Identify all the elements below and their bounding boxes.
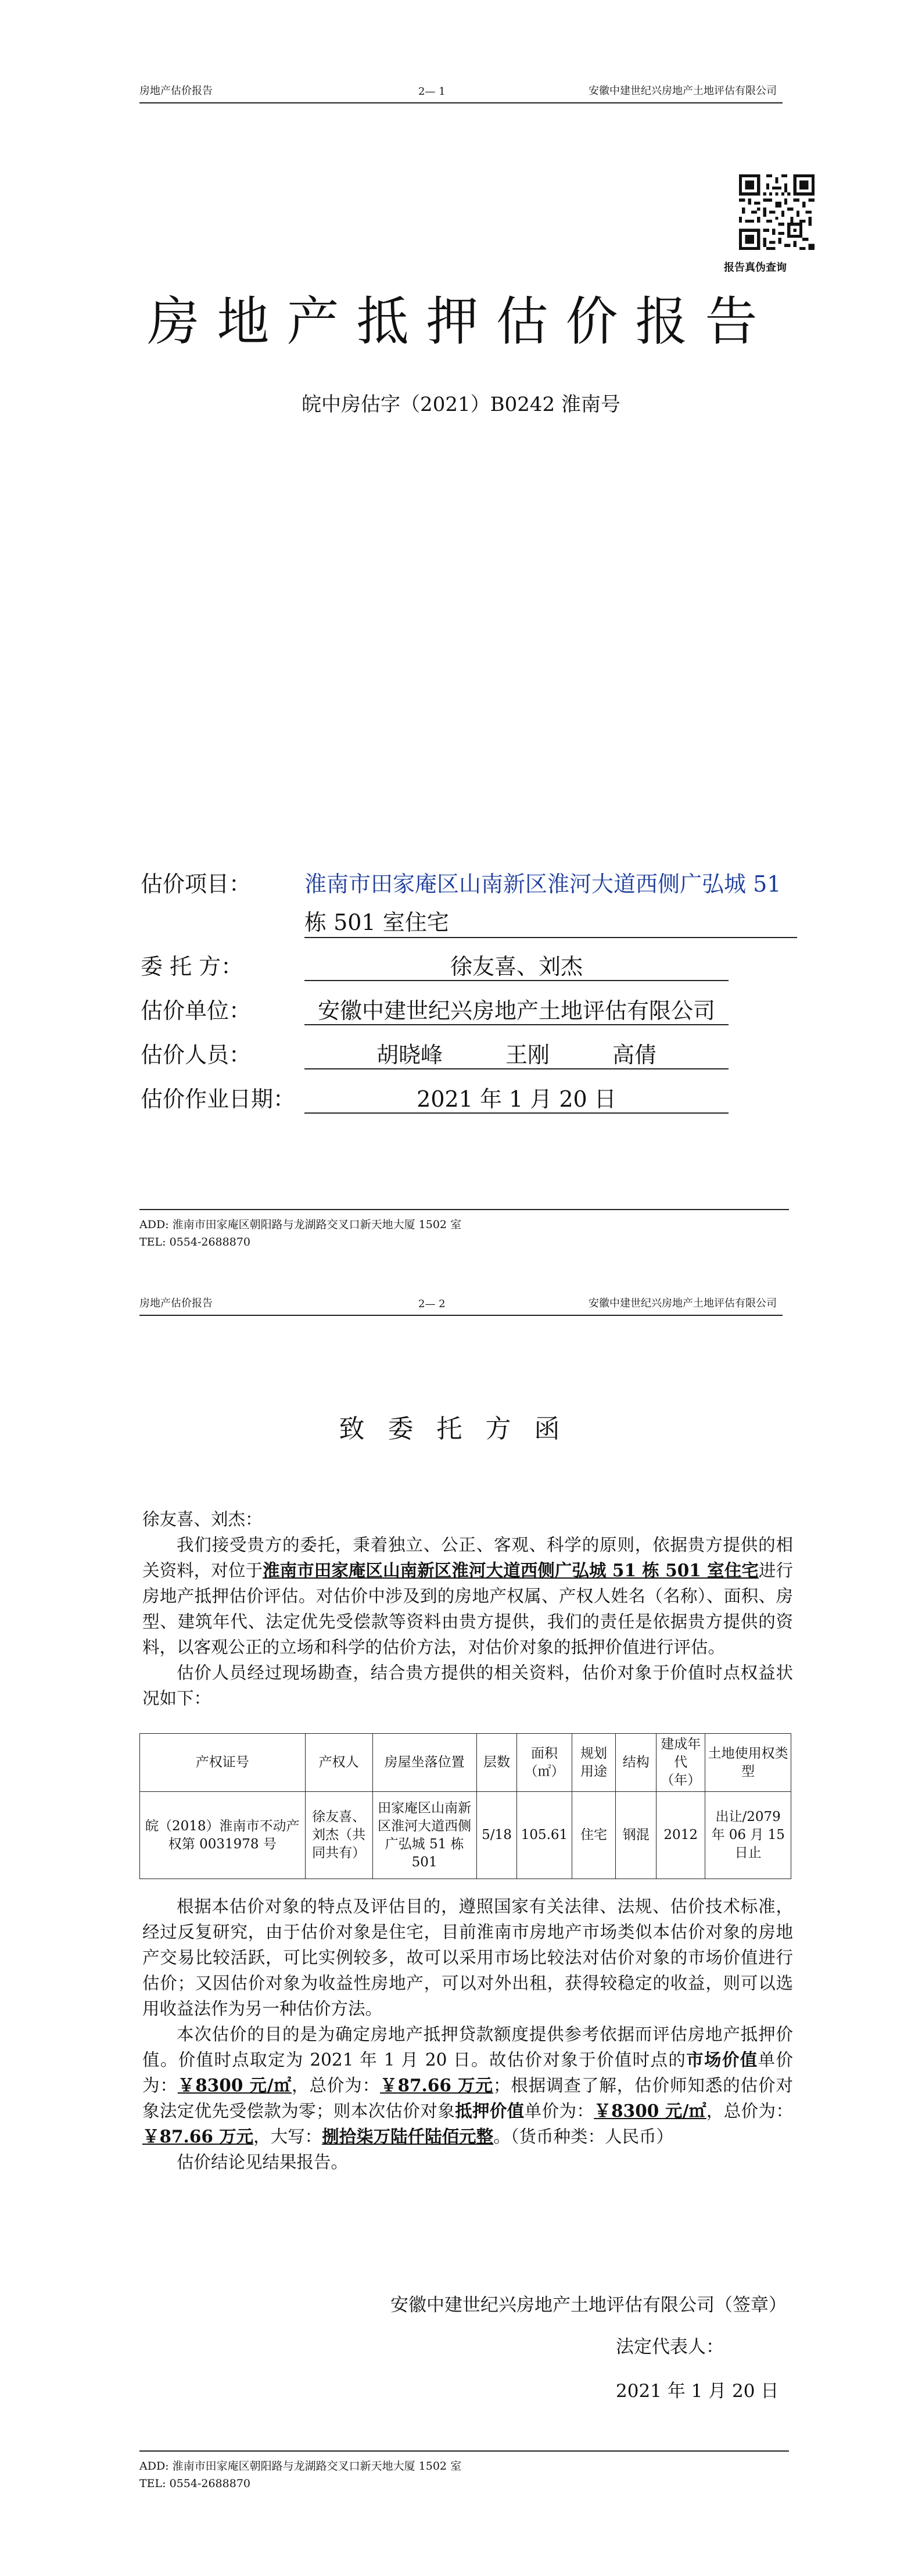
info-row-agency (141, 993, 797, 1028)
conclusion-text: ；根据调查了解，估价师知悉的估价对象法定优先受偿款为零；则本次估价对象 (142, 2076, 793, 2121)
conclusion-text: 单价为： (524, 2101, 594, 2121)
page-header (139, 79, 783, 103)
letter-title: 致委托方函 (339, 1414, 583, 1444)
info-row-date (141, 1081, 797, 1116)
scope-text-a: 我们接受贵方的委托，秉着独立、公正、客观、科学的原则，依据贵方提供的相关资料，对位于 (142, 1535, 793, 1580)
total-in-words: 捌拾柒万陆仟陆佰元整 (322, 2126, 494, 2146)
property-address: 淮南市田家庵区山南新区淮河大道西侧广弘城 51 栋 501 室住宅 (263, 1560, 759, 1580)
footer-telephone: TEL: 0554-2688870 (139, 2477, 250, 2490)
info-row-project (141, 866, 797, 901)
table-header-cell: 层数 (476, 1734, 517, 1792)
paragraph-see-report: 估价结论见结果报告。 (177, 2152, 349, 2172)
table-header-cell: 产权证号 (140, 1734, 306, 1792)
info-row-project-cont (141, 904, 797, 939)
header-company: 安徽中建世纪兴房地产土地评估有限公司 (589, 85, 777, 97)
paragraph-scope (142, 1532, 793, 1660)
table-cell-area: 105.61 (517, 1792, 572, 1879)
paragraph-conclusion (142, 2022, 793, 2149)
client-label: 委 托 方： (141, 954, 243, 979)
header-report-type: 房地产估价报告 (139, 1297, 213, 1310)
info-row-client (141, 949, 797, 983)
table-cell-year: 2012 (656, 1792, 705, 1879)
conclusion-text: ，大写： (253, 2127, 322, 2146)
table-cell-location: 田家庵区山南新区淮河大道西侧广弘城 51 栋 501 (372, 1792, 476, 1879)
conclusion-text: ，总价为： (292, 2076, 381, 2095)
table-cell-use: 住宅 (572, 1792, 616, 1879)
footer-telephone: TEL: 0554-2688870 (139, 1236, 250, 1248)
project-value-line1: 淮南市田家庵区山南新区淮河大道西侧广弘城 51 (304, 871, 781, 897)
market-total-price: ￥87.66 万元 (380, 2075, 493, 2095)
table-header-cell: 建成年代（年） (656, 1734, 705, 1792)
mortgage-unit-price: ￥8300 元/㎡ (594, 2101, 706, 2121)
footer-rule (139, 2450, 789, 2452)
agency-label: 估价单位： (141, 998, 252, 1024)
table-header-row (140, 1734, 791, 1792)
mortgage-total-price: ￥87.66 万元 (142, 2126, 254, 2146)
paragraph-survey: 估价人员经过现场勘查，结合贵方提供的相关资料，估价对象于价值时点权益状况如下： (142, 1663, 793, 1708)
document-number: 皖中房估字（2021）B0242 淮南号 (302, 393, 620, 416)
table-row (140, 1792, 791, 1879)
date-label: 估价作业日期： (141, 1086, 296, 1112)
appraisers-label: 估价人员： (141, 1042, 252, 1068)
project-underline (304, 937, 797, 938)
appraisers-underline (304, 1068, 729, 1069)
table-cell-land-right: 出让/2079 年 06 月 15 日止 (705, 1792, 791, 1879)
paragraph-method: 根据本估价对象的特点及评估目的，遵照国家有关法律、法规、估价技术标准，经过反复研究，由于估价对象是住宅，目前淮南市房地产市场类似本估价对象的房地产交易比较活跃，可比实例较多，故可以采用市场比较法对估价对象的市场价值进行估价；又因估价对象为收益性房地产，可以对外出租，获得较稳定的收益，则可以选用收益法作为另一种估价方法。 (142, 1897, 793, 2019)
footer-rule (139, 1209, 789, 1210)
signature-company: 安徽中建世纪兴房地产土地评估有限公司（签章） (390, 2295, 787, 2316)
verification-qr-code-icon[interactable] (739, 174, 815, 250)
info-row-appraisers (141, 1037, 797, 1072)
market-unit-price: ￥8300 元/㎡ (177, 2075, 292, 2095)
table-cell-structure: 钢混 (616, 1792, 656, 1879)
date-underline (304, 1112, 729, 1114)
project-value-line2: 栋 501 室住宅 (304, 910, 449, 935)
table-header-cell: 结构 (616, 1734, 656, 1792)
page-header (139, 1291, 783, 1316)
conclusion-text: 本次估价的目的是为确定房地产抵押贷款额度提供参考依据而评估房地产抵押价值。价值时点取定为 2021 年 1 月 20 日。故估价对象于价值时点的 (142, 2024, 793, 2070)
header-company: 安徽中建世纪兴房地产土地评估有限公司 (589, 1297, 777, 1310)
table-header-cell: 产权人 (305, 1734, 372, 1792)
agency-underline (304, 1024, 729, 1025)
date-value: 2021 年 1 月 20 日 (417, 1086, 616, 1112)
currency-note: 。（货币种类：人民币） (493, 2127, 673, 2146)
qr-caption: 报告真伪查询 (724, 262, 787, 274)
table-header-cell: 规划用途 (572, 1734, 616, 1792)
market-value-label: 市场价值 (686, 2049, 758, 2070)
header-page-number: 2— 1 (418, 85, 446, 98)
header-report-type: 房地产估价报告 (139, 85, 213, 97)
table-header-cell: 面积（㎡） (517, 1734, 572, 1792)
footer-address: ADD: 淮南市田家庵区朝阳路与龙湖路交叉口新天地大厦 1502 室 (139, 1218, 462, 1231)
table-cell-floor: 5/18 (476, 1792, 517, 1879)
scope-text-b: 进行房地产抵押估价评估。对估价中涉及到的房地产权属、产权人姓名（名称）、面积、房型、建筑年代、法定优先受偿款等资料由贵方提供，我们的责任是依据贵方提供的资料，以客观公正的立场和科学的估价方法，对估价对象的抵押价值进行评估。 (142, 1561, 793, 1657)
appraisers-value (304, 1037, 729, 1069)
appraiser-name: 王刚 (505, 1042, 550, 1068)
header-page-number: 2— 2 (418, 1298, 446, 1310)
table-cell-certificate: 皖（2018）淮南市不动产权第 0031978 号 (140, 1792, 306, 1879)
report-title: 房地产抵押估价报告 (147, 291, 775, 352)
project-label: 估价项目： (141, 871, 252, 897)
client-value: 徐友喜、刘杰 (450, 954, 583, 979)
client-underline (304, 980, 729, 981)
table-cell-owner: 徐友喜、刘杰（共同共有） (305, 1792, 372, 1879)
agency-value: 安徽中建世纪兴房地产土地评估有限公司 (317, 998, 715, 1024)
letter-body-top (142, 1507, 793, 1711)
page-footer (139, 2450, 796, 2492)
letter-to-client-page (0, 1291, 922, 2576)
appraiser-name: 胡晓峰 (376, 1042, 443, 1068)
conclusion-text: 单价为： (142, 2050, 793, 2095)
page-footer (139, 1209, 796, 1251)
letter-body-bottom (142, 1894, 793, 2175)
table-header-cell: 土地使用权类型 (705, 1734, 791, 1792)
legal-representative: 法定代表人： (616, 2337, 724, 2357)
mortgage-value-label: 抵押价值 (455, 2101, 525, 2121)
conclusion-text: ，总价为： (706, 2101, 793, 2121)
footer-address: ADD: 淮南市田家庵区朝阳路与龙湖路交叉口新天地大厦 1502 室 (139, 2460, 462, 2473)
appraiser-name: 高倩 (612, 1042, 656, 1068)
property-status-table (139, 1733, 791, 1879)
salutation: 徐友喜、刘杰： (142, 1509, 263, 1529)
signature-date: 2021 年 1 月 20 日 (616, 2381, 779, 2402)
table-header-cell: 房屋坐落位置 (372, 1734, 476, 1792)
